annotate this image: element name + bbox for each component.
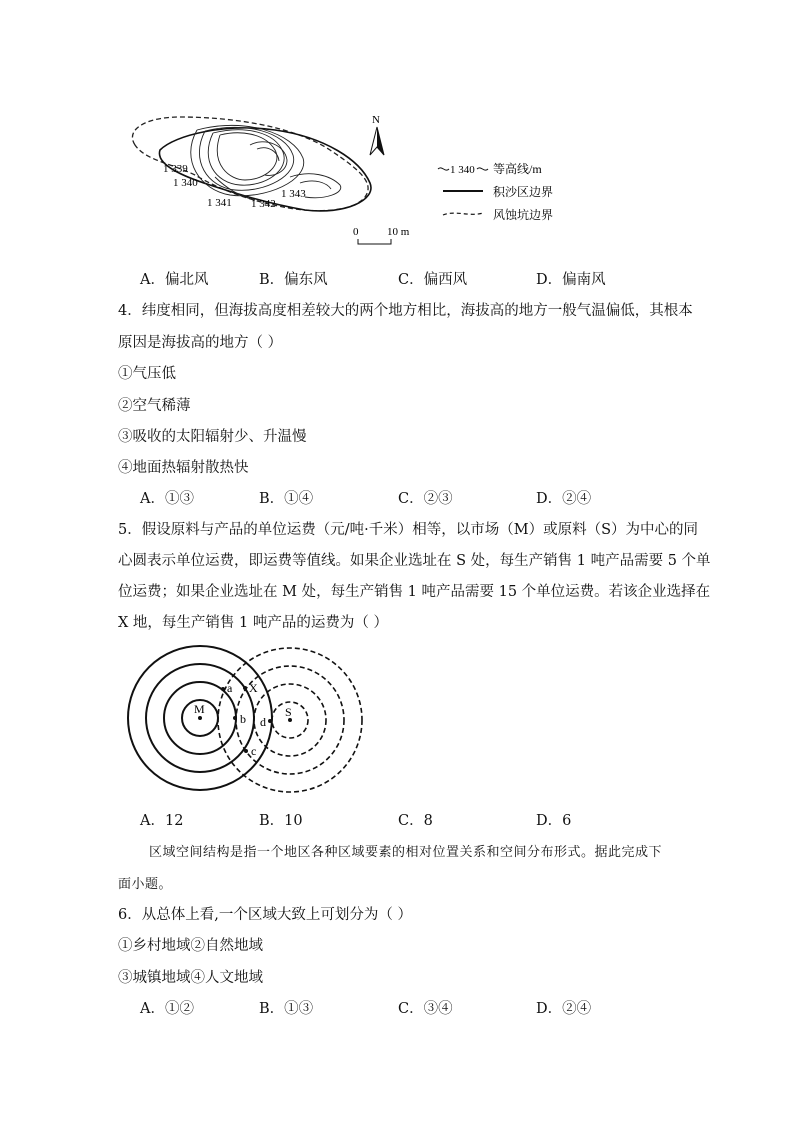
contour-label-1343: 1 343 <box>281 188 306 200</box>
label-b: b <box>240 712 246 726</box>
contour-label-1340: 1 340 <box>173 177 198 189</box>
legend-pit: 风蚀坑边界 <box>493 208 554 222</box>
q3-option-b[interactable]: B．偏东风 <box>259 272 328 288</box>
isoline-figure <box>118 640 378 800</box>
intro-line2: 面小题。 <box>118 877 173 892</box>
q5-option-d[interactable]: D．6 <box>536 813 572 829</box>
q5-stem-line4: X 地，每生产销售 1 吨产品的运费为（ ） <box>118 615 388 631</box>
q6-option-c[interactable]: C．③④ <box>398 1001 453 1017</box>
q6-option-a[interactable]: A．①② <box>140 1001 194 1017</box>
q4-option-a[interactable]: A．①③ <box>140 491 194 507</box>
label-X: X <box>249 681 258 695</box>
intro-line1: 区域空间结构是指一个地区各种区域要素的相对位置关系和空间分布形式。据此完成下 <box>149 845 663 860</box>
q5-option-a[interactable]: A．12 <box>140 813 184 829</box>
q4-item-3: ③吸收的太阳辐射少、升温慢 <box>118 429 307 445</box>
q3-option-a[interactable]: A．偏北风 <box>140 272 209 288</box>
scale-end: 10 m <box>387 226 410 238</box>
q6-stem: 6．从总体上看,一个区域大致上可划分为（ ） <box>118 907 412 923</box>
legend-contour-sample: 1 340 <box>450 164 475 176</box>
q5-stem-line2: 心圆表示单位运费，即运费等值线。如果企业选址在 S 处，每生产销售 1 吨产品需要 5 个单 <box>118 553 711 569</box>
contour-label-1342: 1 342 <box>251 198 276 210</box>
contour-label-1339: 1 339 <box>163 163 188 175</box>
label-d: d <box>260 715 266 729</box>
label-M: M <box>194 702 205 716</box>
q6-option-d[interactable]: D．②④ <box>536 1001 592 1017</box>
q6-option-b[interactable]: B．①③ <box>259 1001 314 1017</box>
q4-option-b[interactable]: B．①④ <box>259 491 314 507</box>
q4-stem-line1: 4．纬度相同，但海拔高度相差较大的两个地方相比，海拔高的地方一般气温偏低，其根本 <box>118 303 693 319</box>
q6-items-line2: ③城镇地域④人文地域 <box>118 970 263 986</box>
north-label: N <box>372 114 380 126</box>
legend-sand: 积沙区边界 <box>493 185 554 199</box>
scale-zero: 0 <box>353 226 359 238</box>
q6-items-line1: ①乡村地域②自然地域 <box>118 938 263 954</box>
contour-label-1341: 1 341 <box>207 197 232 209</box>
label-a: a <box>227 681 233 695</box>
q4-stem-line2: 原因是海拔高的地方（ ） <box>118 335 283 351</box>
q5-stem-line3: 位运费；如果企业选址在 M 处，每生产销售 1 吨产品需要 15 个单位运费。若该企业选择在 <box>118 584 711 600</box>
q5-stem-line1: 5．假设原料与产品的单位运费（元/吨·千米）相等，以市场（M）或原料（S）为中心的同 <box>118 522 698 538</box>
label-c: c <box>251 744 257 758</box>
q5-option-b[interactable]: B．10 <box>259 813 303 829</box>
scale-bar <box>353 226 410 244</box>
q3-option-c[interactable]: C．偏西风 <box>398 272 468 288</box>
q4-item-1: ①气压低 <box>118 366 176 382</box>
legend-contour: 等高线/m <box>493 162 542 176</box>
q4-item-4: ④地面热辐射散热快 <box>118 460 249 476</box>
q5-option-c[interactable]: C．8 <box>398 813 433 829</box>
label-S: S <box>285 705 292 719</box>
legend <box>438 161 553 222</box>
q4-item-2: ②空气稀薄 <box>118 398 191 414</box>
contour-map-figure <box>115 105 595 245</box>
north-arrow-icon <box>370 114 384 155</box>
q3-option-d[interactable]: D．偏南风 <box>536 272 606 288</box>
q4-option-d[interactable]: D．②④ <box>536 491 592 507</box>
q4-option-c[interactable]: C．②③ <box>398 491 453 507</box>
